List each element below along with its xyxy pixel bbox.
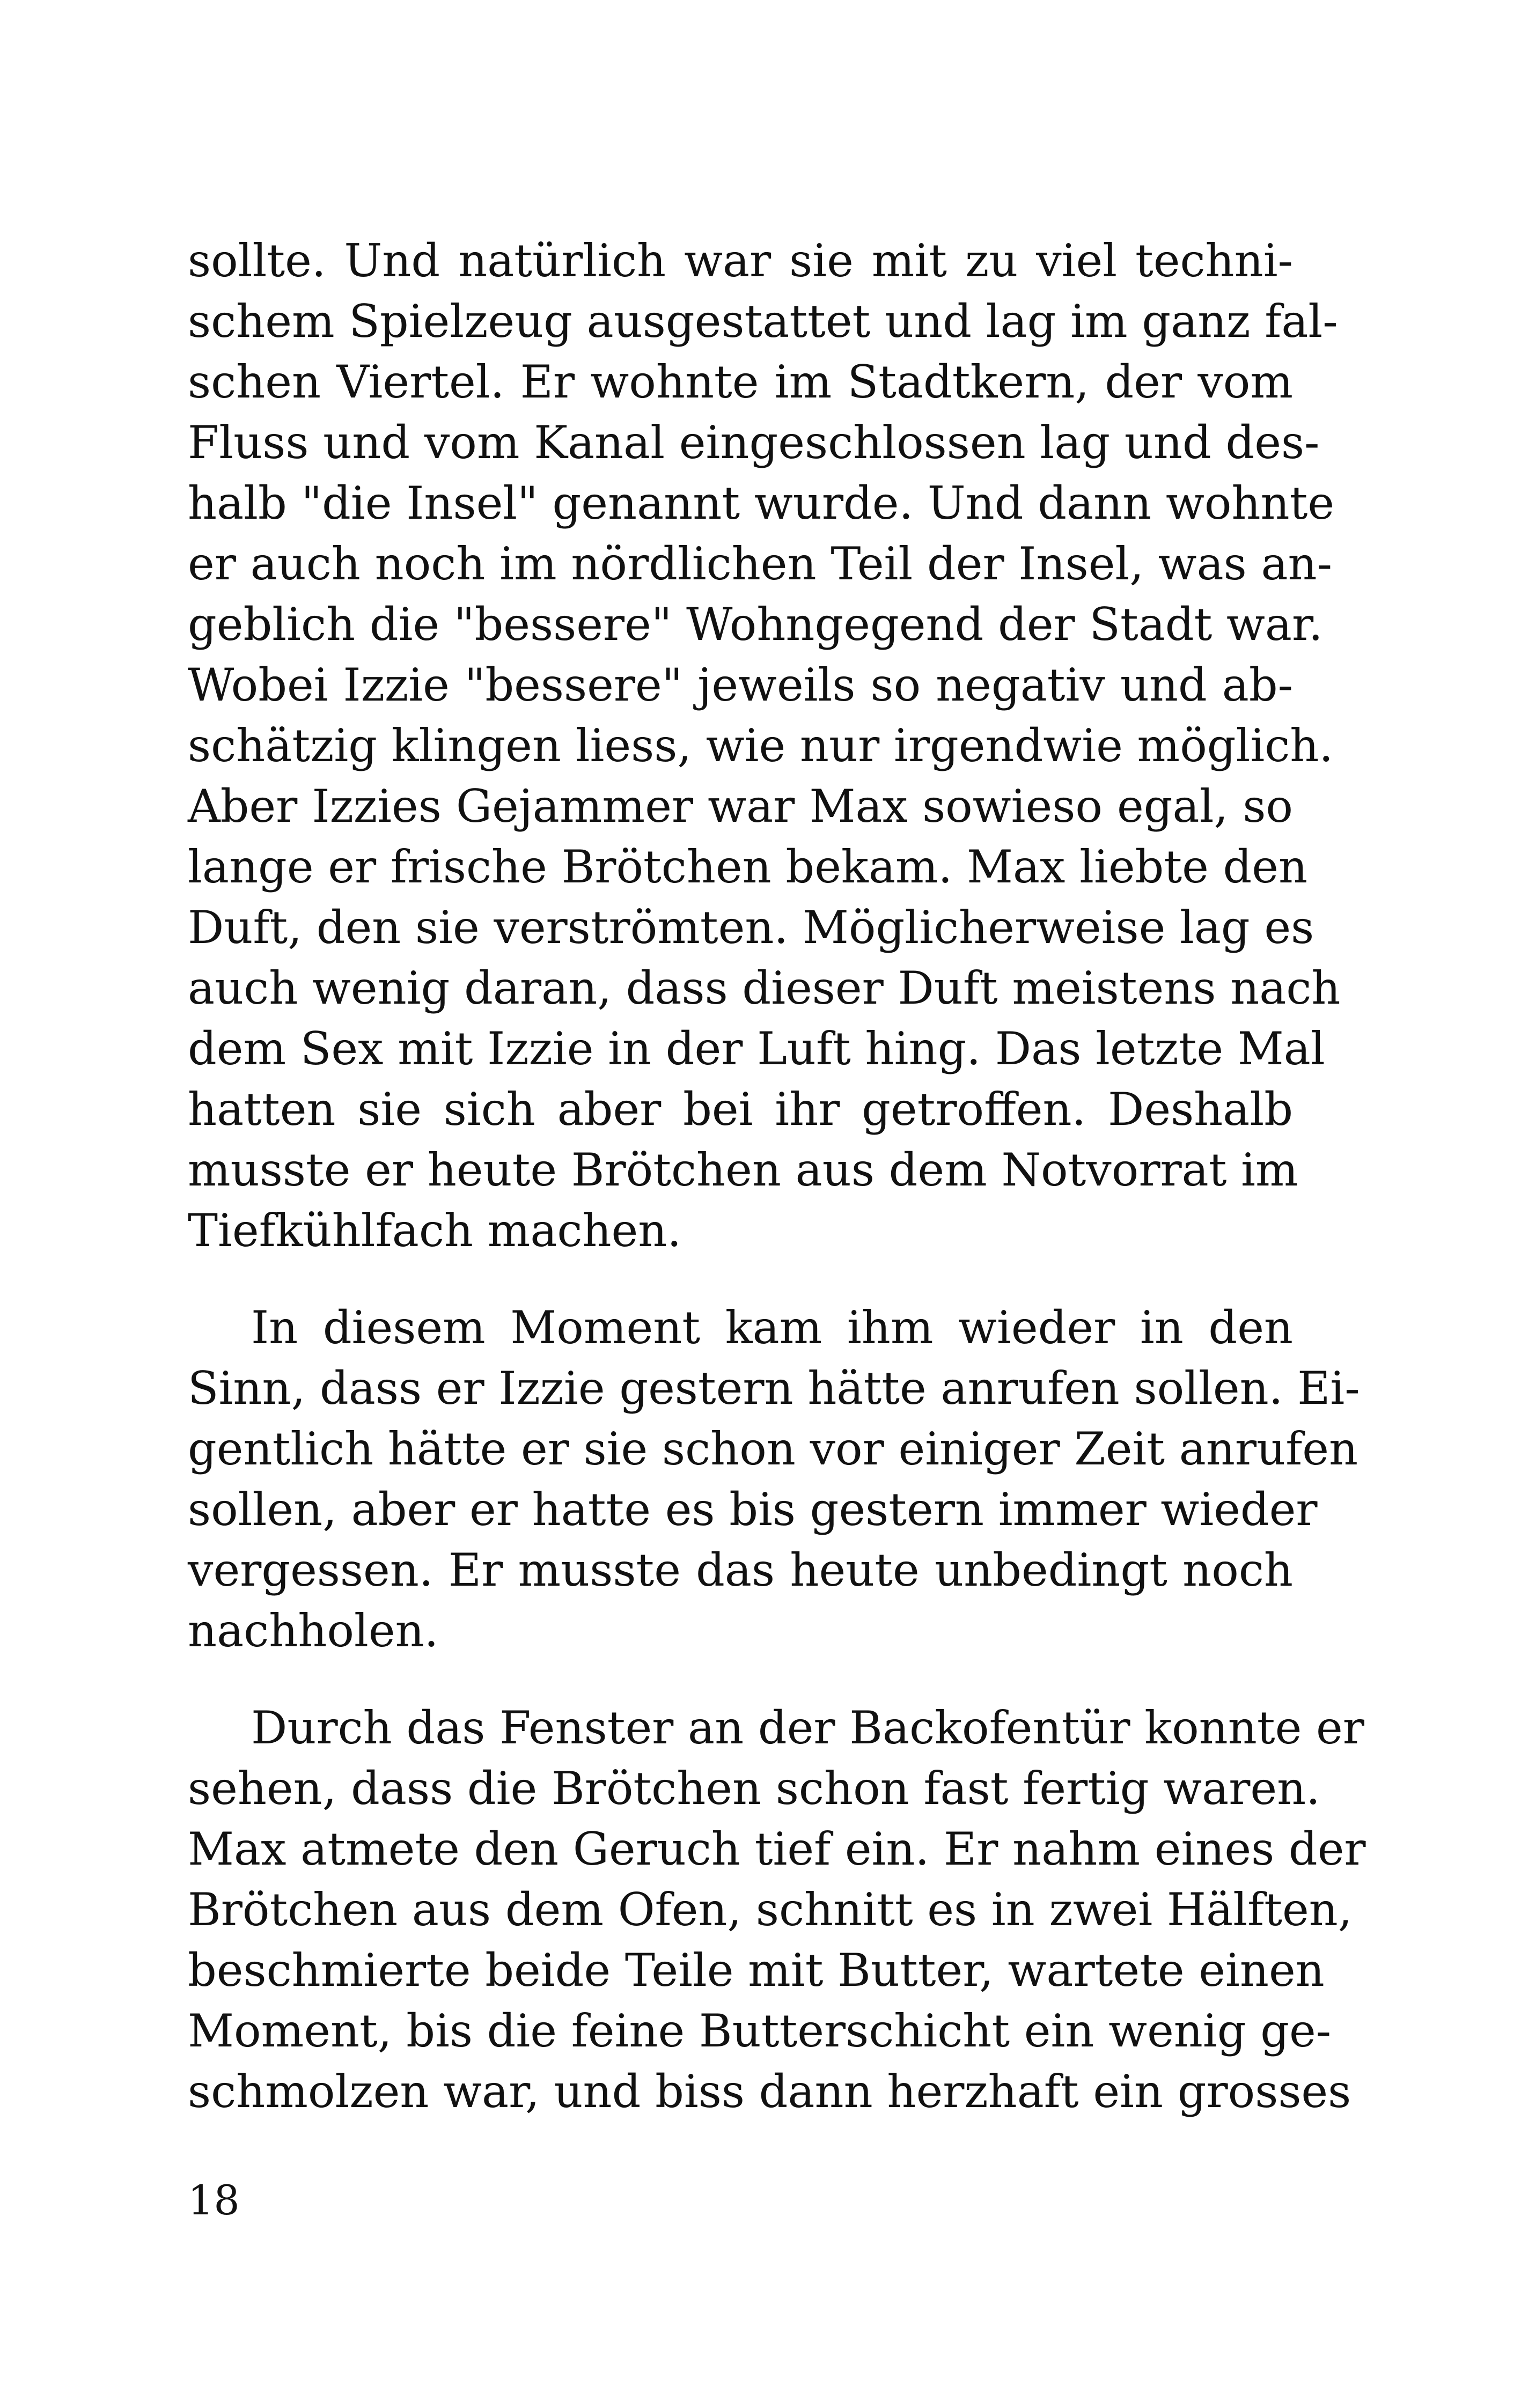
text-line: schem Spielzeug ausgestattet und lag im ganz fal-: [188, 295, 1338, 348]
text-line: Tiefkühlfach machen.: [188, 1204, 682, 1257]
text-line: Durch das Fenster an der Backofentür konnte er: [251, 1702, 1364, 1754]
text-line: beschmierte beide Teile mit Butter, wartete einen: [188, 1944, 1325, 1997]
text-line: vergessen. Er musste das heute unbedingt noch: [188, 1544, 1293, 1596]
text-line: schmolzen war, und biss dann herzhaft ein grosses: [188, 2065, 1351, 2118]
text-line: geblich die "bessere" Wohngegend der Stadt war.: [188, 598, 1323, 651]
text-line: sehen, dass die Brötchen schon fast fertig waren.: [188, 1762, 1320, 1815]
text-line: sollen, aber er hatte es bis gestern immer wieder: [188, 1483, 1318, 1536]
text-line: Fluss und vom Kanal eingeschlossen lag und des-: [188, 416, 1320, 469]
text-line: Max atmete den Geruch tief ein. Er nahm eines der: [188, 1823, 1366, 1875]
text-line: gentlich hätte er sie schon vor einiger Zeit anrufen: [188, 1423, 1358, 1475]
text-line: Brötchen aus dem Ofen, schnitt es in zwei Hälften,: [188, 1883, 1353, 1936]
text-line: Aber Izzies Gejammer war Max sowieso egal, so: [188, 780, 1293, 833]
paragraph-3: [188, 1698, 1366, 2122]
text-line: lange er frische Brötchen bekam. Max liebte den: [188, 841, 1308, 893]
text-line: er auch noch im nördlichen Teil der Insel, was an-: [188, 537, 1333, 590]
body-text: [188, 231, 1366, 2122]
text-line: hatten sie sich aber bei ihr getroffen. Deshalb: [188, 1083, 1293, 1136]
text-line: Sinn, dass er Izzie gestern hätte anrufen sollen. Ei-: [188, 1362, 1360, 1415]
paragraph-2: [188, 1298, 1360, 1661]
text-line: nachholen.: [188, 1604, 439, 1657]
text-line: Wobei Izzie "bessere" jeweils so negativ und ab-: [188, 659, 1293, 711]
text-line: auch wenig daran, dass dieser Duft meistens nach: [188, 962, 1341, 1014]
paragraph-1: [188, 231, 1341, 1261]
page-number: 18: [188, 2176, 240, 2224]
text-line: schätzig klingen liess, wie nur irgendwie möglich.: [188, 719, 1334, 772]
text-line: Moment, bis die feine Butterschicht ein wenig ge-: [188, 2005, 1332, 2057]
text-line: musste er heute Brötchen aus dem Notvorrat im: [188, 1144, 1298, 1196]
text-line: schen Viertel. Er wohnte im Stadtkern, der vom: [188, 356, 1293, 408]
text-line: Duft, den sie verströmten. Möglicherweise lag es: [188, 901, 1314, 954]
text-line: sollte. Und natürlich war sie mit zu viel techni-: [188, 234, 1293, 287]
text-line: halb "die Insel" genannt wurde. Und dann wohnte: [188, 477, 1335, 529]
text-line: dem Sex mit Izzie in der Luft hing. Das letzte Mal: [188, 1022, 1325, 1075]
text-line: In diesem Moment kam ihm wieder in den: [251, 1301, 1293, 1354]
